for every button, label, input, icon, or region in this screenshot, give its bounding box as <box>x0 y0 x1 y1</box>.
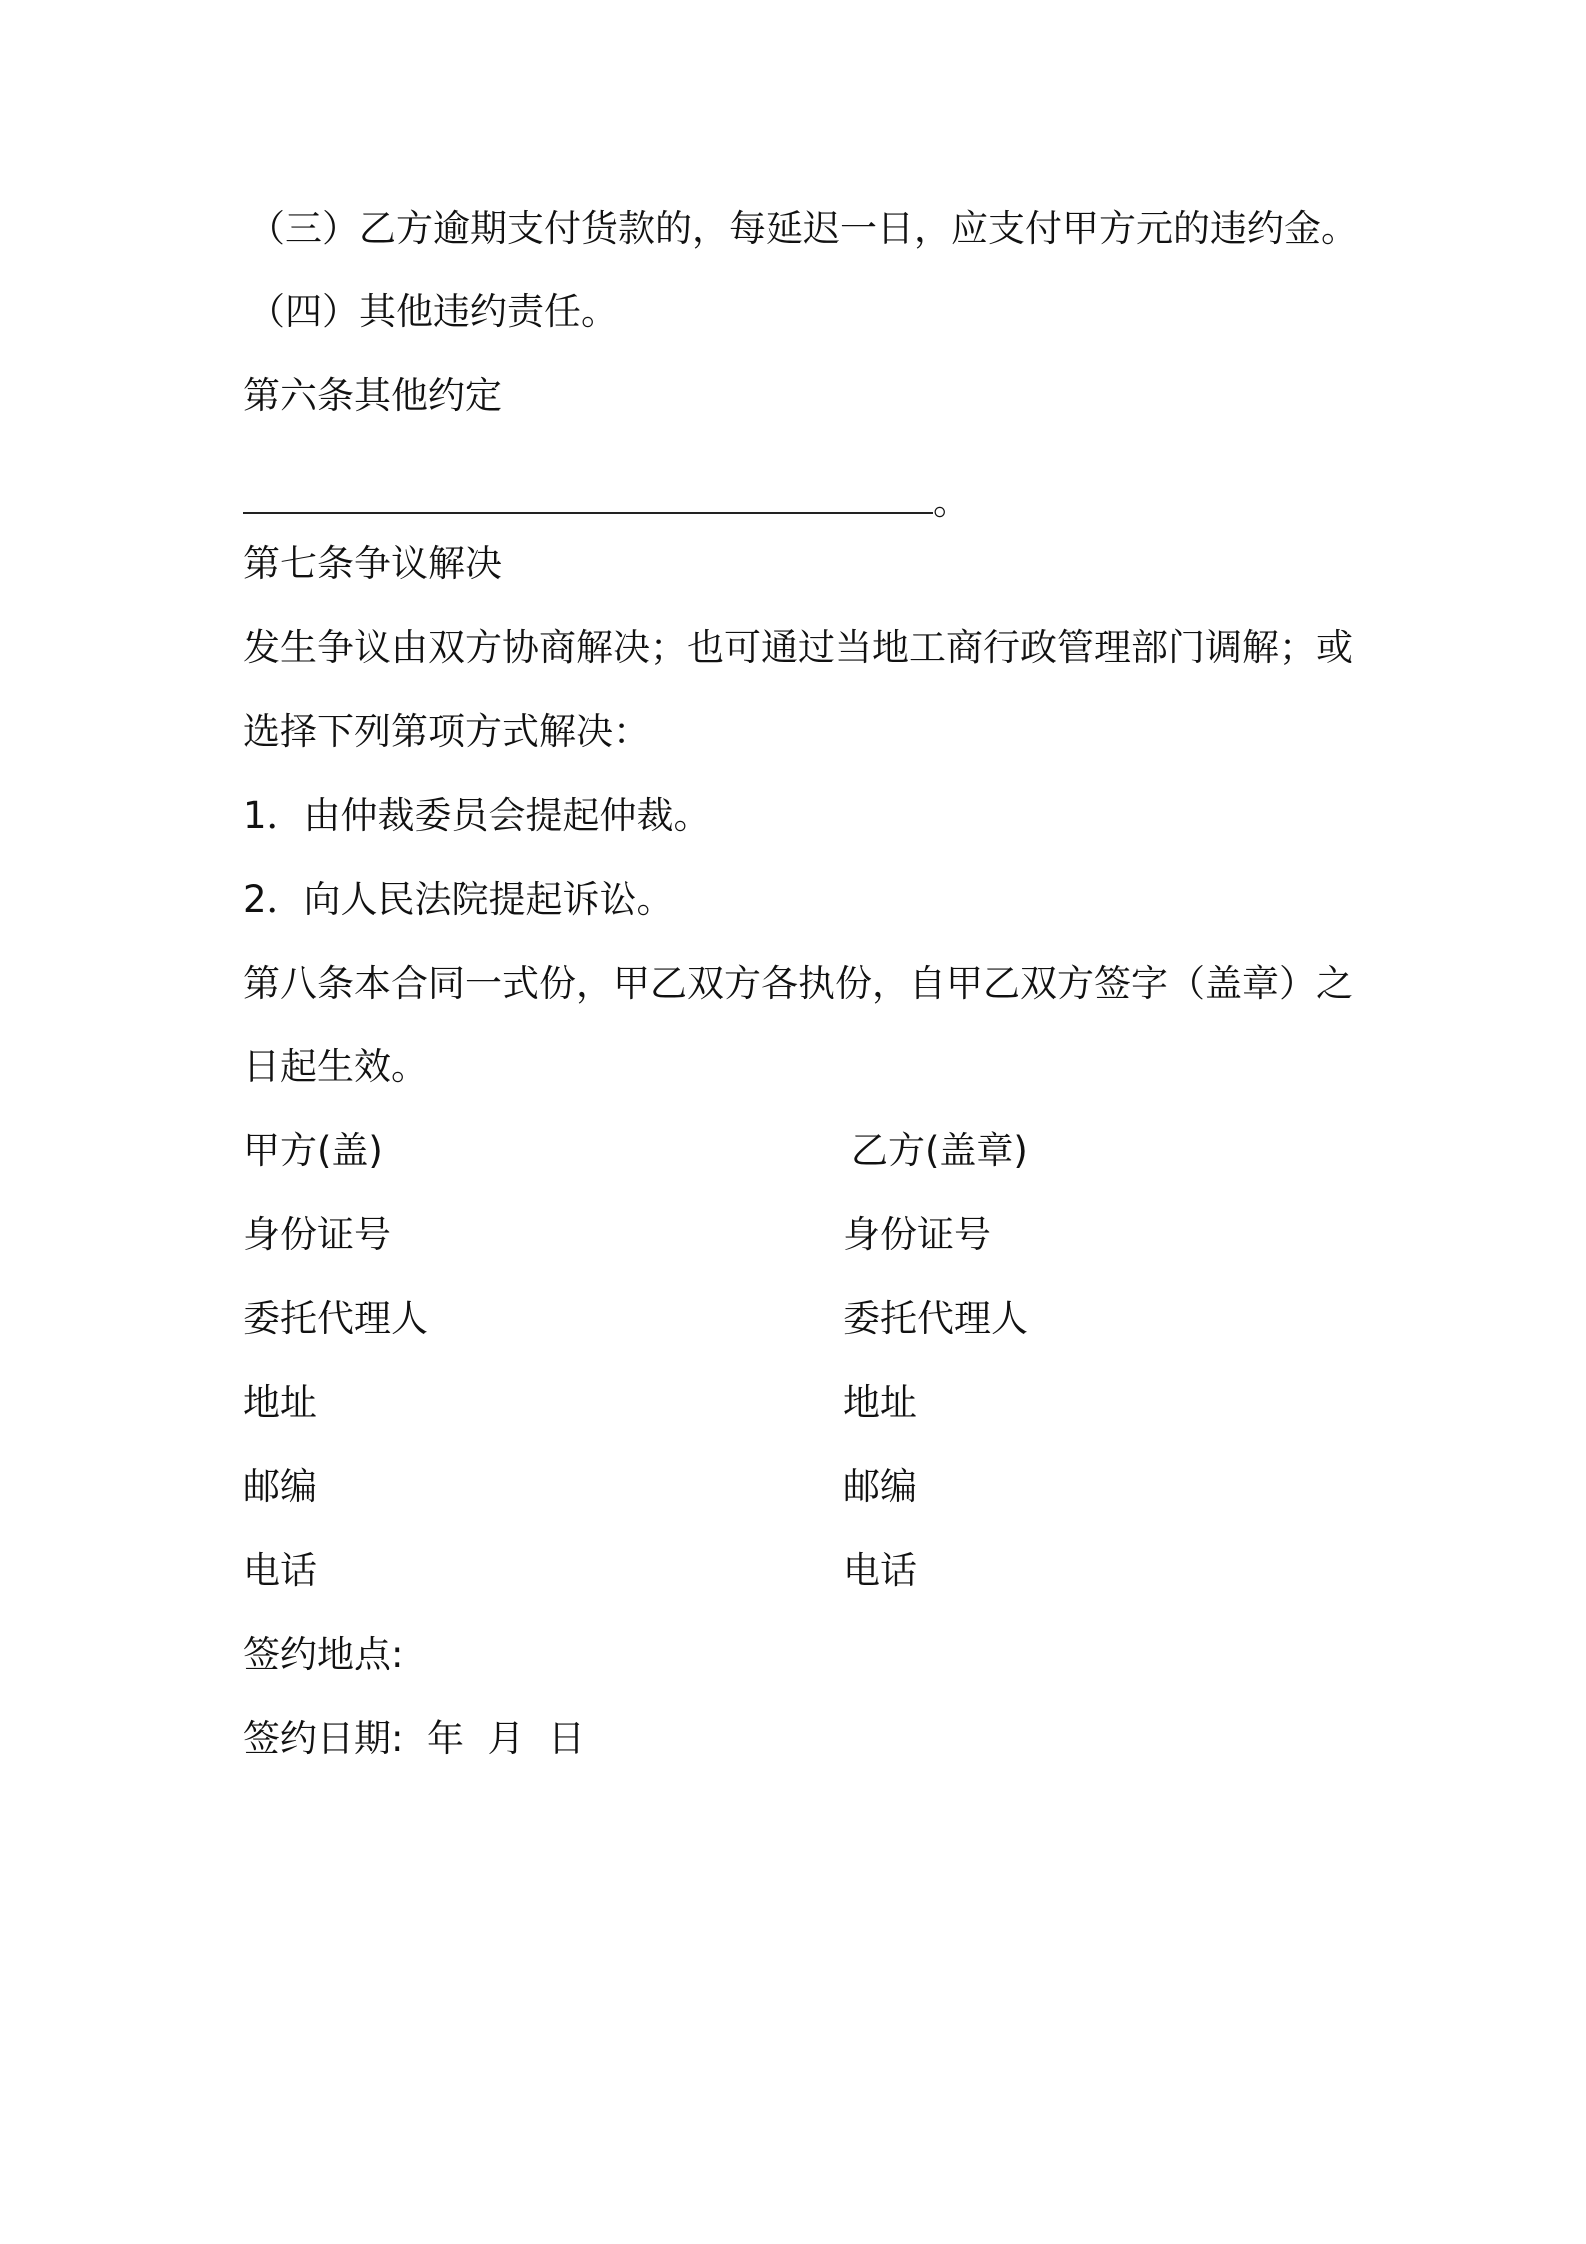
party-a-phone: 电话 <box>243 1549 317 1592</box>
party-b-phone: 电话 <box>843 1549 917 1592</box>
article6-heading: 第六条其他约定 <box>243 374 502 417</box>
article7-option2: 2．向人民法院提起诉讼。 <box>243 878 674 921</box>
signing-place: 签约地点: <box>243 1633 404 1676</box>
party-b-postcode: 邮编 <box>843 1465 917 1508</box>
party-a-id-number: 身份证号 <box>243 1213 391 1256</box>
article7-heading: 第七条争议解决 <box>243 542 502 585</box>
article6-blank-line <box>243 478 970 526</box>
party-a-address: 地址 <box>243 1381 317 1424</box>
signing-date: 签约日期: 年 月 日 <box>243 1717 586 1760</box>
party-b-address: 地址 <box>843 1381 917 1424</box>
article7-text-line2: 选择下列第项方式解决： <box>243 710 650 753</box>
article8-line2: 日起生效。 <box>243 1045 428 1088</box>
party-a-title: 甲方(盖) <box>243 1129 383 1172</box>
article5-item4: （四）其他违约责任。 <box>248 290 618 333</box>
article7-text-line1: 发生争议由双方协商解决；也可通过当地工商行政管理部门调解；或 <box>243 626 1353 669</box>
article6-blank-end: 。 <box>933 480 970 523</box>
fill-in-underline <box>243 480 933 514</box>
article5-item3: （三）乙方逾期支付货款的，每延迟一日，应支付甲方元的违约金。 <box>248 207 1358 250</box>
party-b-title: 乙方(盖章) <box>851 1129 1028 1172</box>
party-b-id-number: 身份证号 <box>843 1213 991 1256</box>
party-a-postcode: 邮编 <box>243 1465 317 1508</box>
party-a-agent: 委托代理人 <box>243 1297 428 1340</box>
article7-option1: 1．由仲裁委员会提起仲裁。 <box>243 794 711 837</box>
party-b-agent: 委托代理人 <box>843 1297 1028 1340</box>
article8-line1: 第八条本合同一式份，甲乙双方各执份，自甲乙双方签字（盖章）之 <box>243 962 1353 1005</box>
